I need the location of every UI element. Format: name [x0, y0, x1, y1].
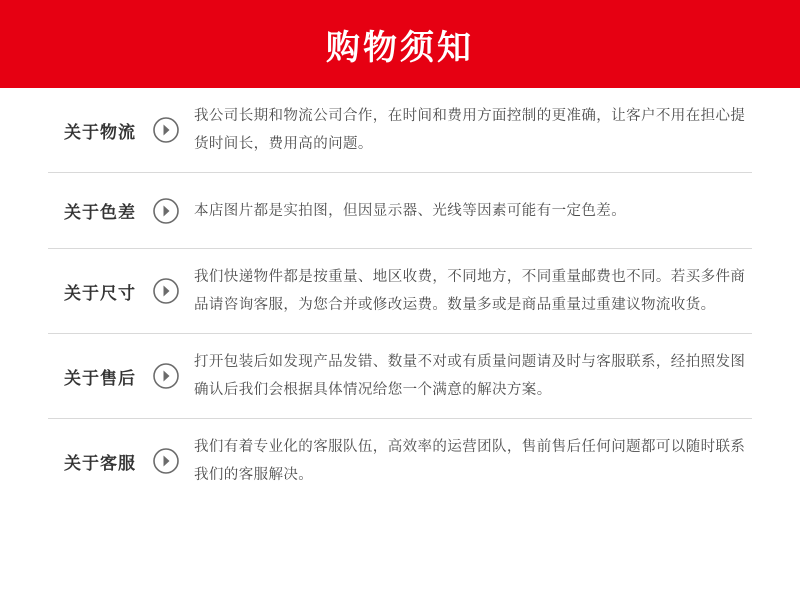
- arrow-right-circle-icon: [152, 277, 180, 305]
- notice-text: 打开包装后如发现产品发错、数量不对或有质量问题请及时与客服联系，经拍照发图确认后我们会根据具体情况给您一个满意的解决方案。: [194, 354, 746, 398]
- list-item: [48, 88, 752, 173]
- arrow-right-circle-icon: [152, 447, 180, 475]
- notice-label: 关于尺寸: [64, 283, 136, 304]
- notice-text: 我们快递物件都是按重量、地区收费，不同地方，不同重量邮费也不同。若买多件商品请咨询客服，为您合并或修改运费。数量多或是商品重量过重建议物流收货。: [194, 269, 746, 313]
- notice-label: 关于物流: [64, 122, 136, 143]
- notice-label: 关于色差: [64, 203, 136, 223]
- list-item: [48, 334, 752, 419]
- notice-text: 我们有着专业化的客服队伍，高效率的运营团队，售前售后任何问题都可以随时联系我们的客服解决。: [194, 439, 746, 483]
- arrow-right-circle-icon: [152, 116, 180, 144]
- page-title: 购物须知: [326, 27, 474, 68]
- notice-label: 关于售后: [64, 368, 136, 389]
- arrow-right-circle-icon: [152, 197, 180, 225]
- list-item: [48, 173, 752, 249]
- list-item: [48, 419, 752, 503]
- notice-text: 本店图片都是实拍图，但因显示器、光线等因素可能有一定色差。: [194, 202, 627, 219]
- list-item: [48, 249, 752, 334]
- page-banner: [0, 0, 800, 88]
- notice-list: [0, 88, 800, 503]
- notice-label: 关于客服: [64, 453, 136, 474]
- arrow-right-circle-icon: [152, 362, 180, 390]
- notice-text: 我公司长期和物流公司合作，在时间和费用方面控制的更准确，让客户不用在担心提货时间长，费用高的问题。: [194, 108, 746, 152]
